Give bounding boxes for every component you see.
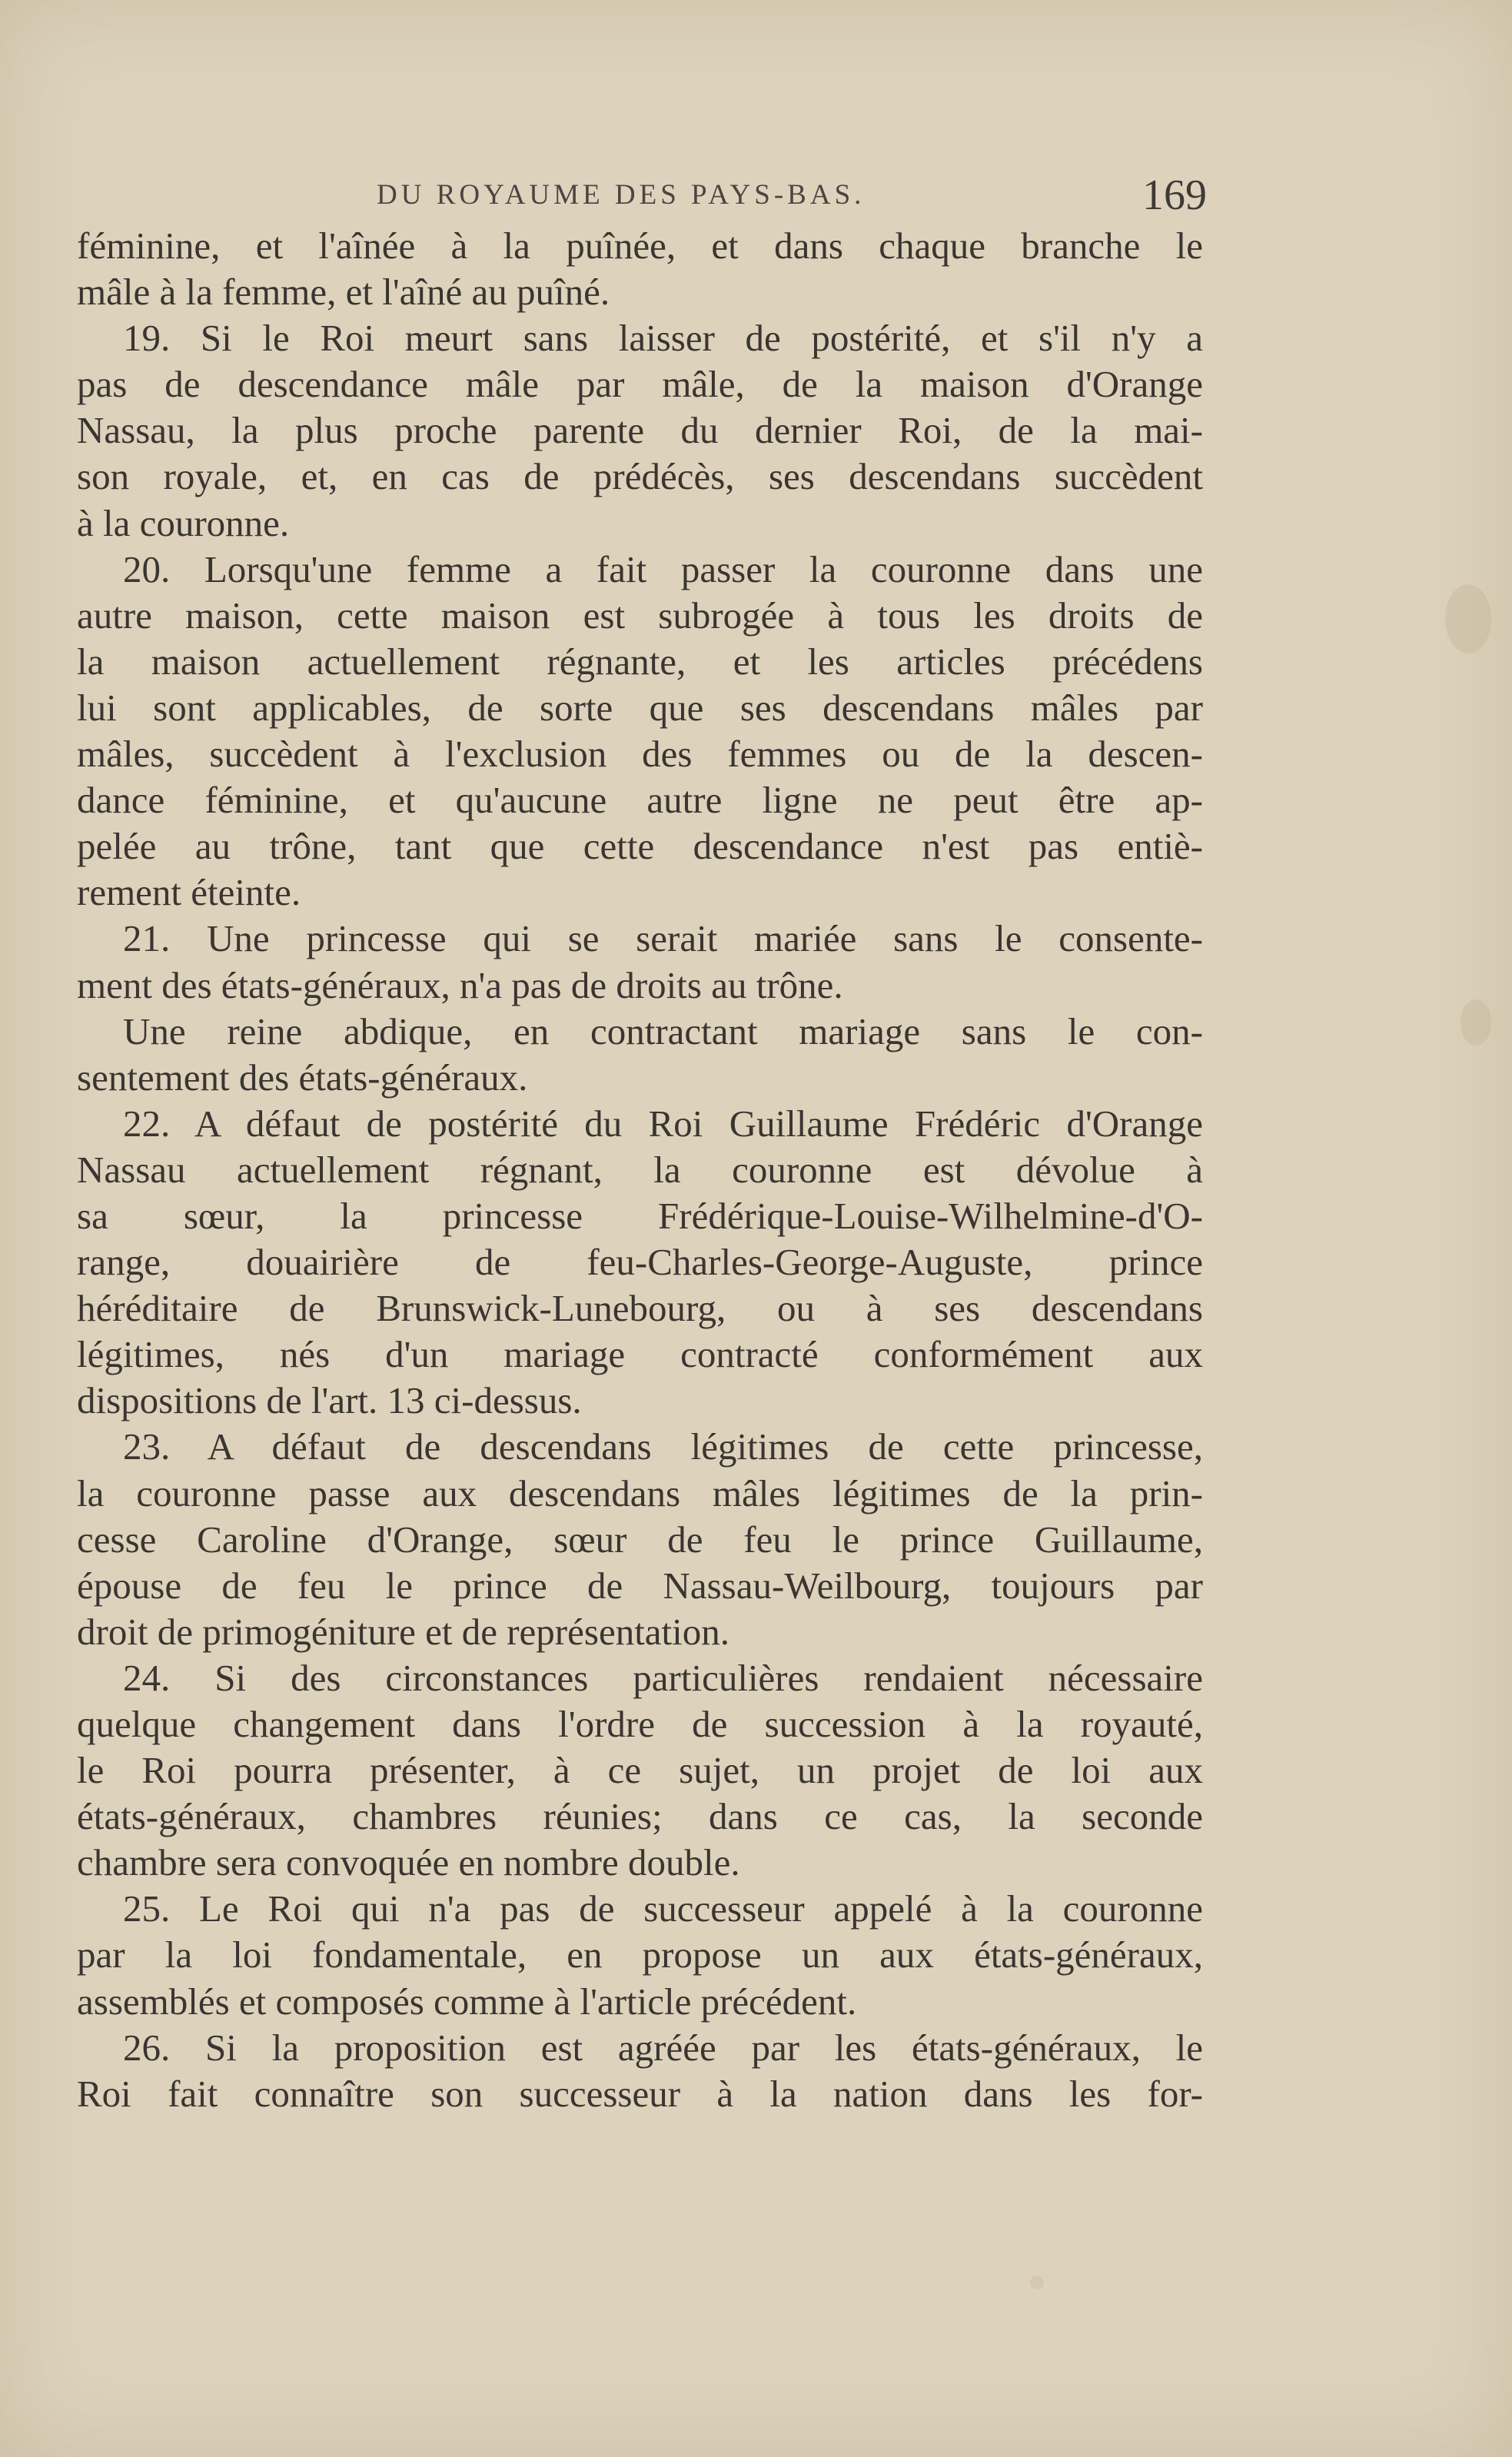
page-header — [77, 171, 1207, 221]
text-line: légitimes, nés d'un mariage contracté conformément aux — [77, 1333, 1203, 1376]
text-line: range, douairière de feu-Charles-George-Auguste, prince — [77, 1241, 1203, 1284]
running-title: DU ROYAUME DES PAYS-BAS. — [377, 179, 866, 211]
body-text — [77, 223, 1203, 2117]
text-line: héréditaire de Brunswick-Lunebourg, ou à ses descendans — [77, 1287, 1203, 1330]
text-line: lui sont applicables, de sorte que ses descendans mâles par — [77, 686, 1203, 729]
text-line: Une reine abdique, en contractant mariage sans le con- — [123, 1009, 1203, 1052]
text-line: rement éteinte. — [77, 871, 301, 914]
paper-foxing-spot — [1445, 584, 1491, 653]
text-line: quelque changement dans l'ordre de succession à la royauté, — [77, 1703, 1203, 1745]
text-line: 26. Si la proposition est agréée par les états-généraux, le — [123, 2026, 1203, 2069]
text-line: à la couronne. — [77, 501, 290, 544]
text-line: 20. Lorsqu'une femme a fait passer la couronne dans une — [123, 547, 1203, 590]
text-line: mâle à la femme, et l'aîné au puîné. — [77, 271, 610, 314]
text-line: mâles, succèdent à l'exclusion des femmes ou de la descen- — [77, 733, 1203, 776]
text-line: sentement des états-généraux. — [77, 1056, 528, 1099]
text-line: son royale, et, en cas de prédécès, ses descendans succèdent — [77, 455, 1203, 498]
text-line: Roi fait connaître son successeur à la nation dans les for- — [77, 2072, 1203, 2115]
text-line: le Roi pourra présenter, à ce sujet, un projet de loi aux — [77, 1749, 1203, 1792]
text-line: droit de primogéniture et de représentation. — [77, 1610, 730, 1653]
text-line: par la loi fondamentale, en propose un aux états-généraux, — [77, 1933, 1203, 1977]
text-line: Nassau actuellement régnant, la couronne est dévolue à — [77, 1148, 1203, 1191]
text-line: chambre sera convoquée en nombre double. — [77, 1841, 740, 1884]
text-line: ment des états-généraux, n'a pas de droits au trône. — [77, 963, 843, 1006]
text-line: cesse Caroline d'Orange, sœur de feu le prince Guillaume, — [77, 1518, 1203, 1561]
text-line: sa sœur, la princesse Frédérique-Louise-Wilhelmine-d'O- — [77, 1194, 1203, 1237]
text-line: la maison actuellement régnante, et les articles précédens — [77, 640, 1203, 683]
text-line: états-généraux, chambres réunies; dans ce cas, la seconde — [77, 1795, 1203, 1838]
text-line: Nassau, la plus proche parente du dernier Roi, de la mai- — [77, 409, 1203, 452]
text-line: 25. Le Roi qui n'a pas de successeur appelé à la couronne — [123, 1887, 1203, 1930]
text-line: la couronne passe aux descendans mâles légitimes de la prin- — [77, 1471, 1203, 1514]
text-line: pas de descendance mâle par mâle, de la maison d'Orange — [77, 363, 1203, 406]
text-line: dance féminine, et qu'aucune autre ligne ne peut être ap- — [77, 779, 1203, 822]
text-line: dispositions de l'art. 13 ci-dessus. — [77, 1379, 582, 1422]
page-number: 169 — [1142, 171, 1207, 219]
text-line: 19. Si le Roi meurt sans laisser de postérité, et s'il n'y a — [123, 317, 1203, 360]
text-line: 24. Si des circonstances particulières rendaient nécessaire — [123, 1656, 1203, 1699]
text-line: 22. A défaut de postérité du Roi Guillaume Frédéric d'Orange — [123, 1102, 1203, 1145]
text-line: 23. A défaut de descendans légitimes de cette princesse, — [123, 1425, 1203, 1468]
text-line: féminine, et l'aînée à la puînée, et dans chaque branche le — [77, 224, 1203, 267]
text-line: épouse de feu le prince de Nassau-Weilbourg, toujours par — [77, 1564, 1203, 1607]
text-line: autre maison, cette maison est subrogée à tous les droits de — [77, 593, 1203, 637]
text-line: pelée au trône, tant que cette descendance n'est pas entiè- — [77, 825, 1203, 868]
paper-foxing-spot — [1030, 2276, 1044, 2289]
text-line: 21. Une princesse qui se serait mariée sans le consente- — [123, 917, 1203, 960]
text-line: assemblés et composés comme à l'article précédent. — [77, 1980, 857, 2023]
paper-foxing-spot — [1460, 999, 1491, 1046]
